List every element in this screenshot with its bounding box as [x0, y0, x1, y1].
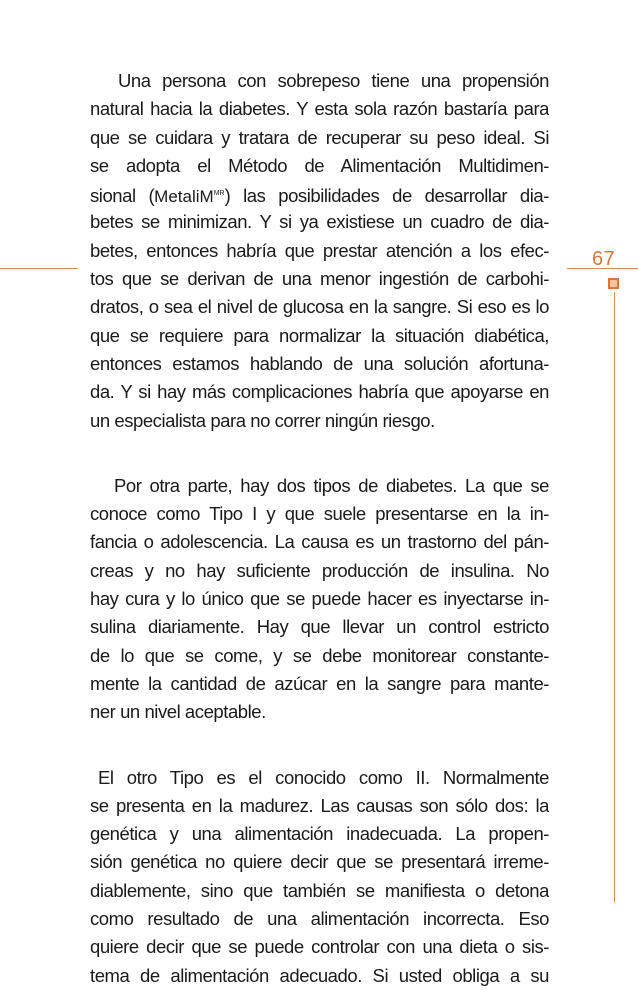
- left-margin-rule: [0, 268, 78, 269]
- text-line: El otro Tipo es el conocido como II. Normalmente: [98, 766, 549, 788]
- text-line-with-brand: [90, 180, 549, 208]
- text-line: que se cuidara y tratara de recuperar su peso ideal. Si: [90, 126, 549, 148]
- text-line: Por otra parte, hay dos tipos de diabetes. La que se: [114, 474, 549, 496]
- text-line: dratos, o sea el nivel de glucosa en la sangre. Si eso es lo: [90, 296, 549, 318]
- text-line: fancia o adolescencia. La causa es un trastorno del pán-: [90, 531, 549, 553]
- text-line: un especialista para no correr ningún riesgo.: [90, 409, 435, 431]
- text-line: mente la cantidad de azúcar en la sangre para mante-: [90, 672, 549, 694]
- text-line: quiere decir que se puede controlar con una dieta o sis-: [90, 936, 549, 958]
- text-line: tos que se derivan de una menor ingestión de carbohi-: [90, 268, 549, 290]
- text-line: se adopta el Método de Alimentación Multidimen-: [90, 154, 549, 176]
- brand-name: MetaliM: [154, 187, 214, 207]
- text-line: creas y no hay suficiente producción de insulina. No: [90, 559, 549, 581]
- text-line: se presenta en la madurez. Las causas son sólo dos: la: [90, 794, 549, 816]
- page-marker-square-icon: [608, 278, 619, 289]
- text-line: diablemente, sino que también se manifiesta o detona: [90, 879, 549, 901]
- paragraph-gap: [90, 435, 549, 472]
- right-vertical-rule: [614, 292, 615, 902]
- text-line: sulina diariamente. Hay que llevar un control estricto: [90, 616, 549, 638]
- text-fragment: sional (: [90, 185, 155, 207]
- text-line: hay cura y lo único que se puede hacer es inyectarse in-: [90, 588, 549, 610]
- text-line: natural hacia la diabetes. Y esta sola razón bastaría para: [90, 98, 549, 120]
- paragraph-gap: [90, 727, 549, 764]
- brand-trademark: MR: [213, 190, 225, 198]
- body-text: [90, 67, 549, 990]
- text-fragment: ) las posibilidades de desarrollar dia-: [224, 185, 549, 207]
- text-line: da. Y si hay más complicaciones habría que apoyarse en: [90, 381, 549, 403]
- text-line: de lo que se come, y se debe monitorear constante-: [90, 644, 549, 666]
- page-number: 67: [592, 248, 616, 270]
- text-line: tema de alimentación adecuado. Si usted obliga a su: [90, 964, 549, 986]
- text-line: que se requiere para normalizar la situación diabética,: [90, 324, 549, 346]
- text-line: genética y una alimentación inadecuada. La propen-: [90, 823, 549, 845]
- text-line: ner un nivel aceptable.: [90, 701, 266, 723]
- paragraph-3: [90, 764, 549, 990]
- text-line: como resultado de una alimentación incorrecta. Eso: [90, 908, 549, 930]
- text-line: betes, entonces habría que prestar atención a los efec-: [90, 239, 549, 261]
- text-line: entonces estamos hablando de una solución afortuna-: [90, 352, 549, 374]
- paragraph-1: [90, 67, 549, 435]
- text-line: sión genética no quiere decir que se presentará irreme-: [90, 851, 549, 873]
- text-line: betes se minimizan. Y si ya existiese un cuadro de dia-: [90, 211, 549, 233]
- text-line: conoce como Tipo I y que suele presentarse en la in-: [90, 503, 549, 525]
- paragraph-2: [90, 472, 549, 727]
- text-line: Una persona con sobrepeso tiene una propensión: [118, 70, 549, 91]
